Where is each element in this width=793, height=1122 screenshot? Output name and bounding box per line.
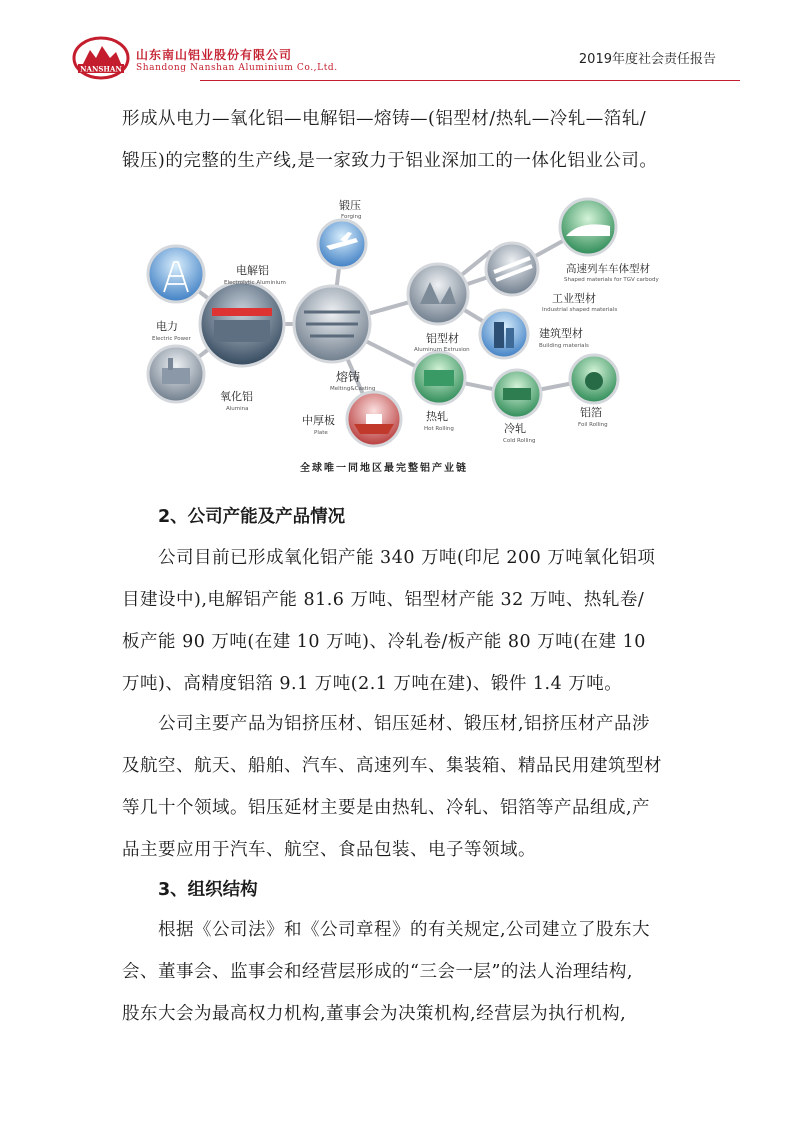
- cold-mill-icon: [503, 388, 531, 400]
- header-divider: [200, 80, 740, 81]
- intro-line-1: 形成从电力—氧化铝—电解铝—熔铸—(铝型材/热轧—冷轧—箔轧/: [122, 109, 647, 129]
- s3p1-line-2: 会、董事会、监事会和经营层形成的“三会一层”的法人治理结构,: [122, 962, 633, 982]
- s2p2-line-3: 等几十个领域。铝压延材主要是由热轧、冷轧、铝箔等产品组成,产: [122, 798, 651, 818]
- company-name-cn: 山东南山铝业股份有限公司: [136, 48, 293, 62]
- s2p2-line-2: 及航空、航天、船舶、汽车、高速列车、集装箱、精品民用建筑型材: [122, 756, 662, 776]
- label-foil-en: Foil Rolling: [578, 422, 608, 428]
- s3p1-line-1: 根据《公司法》和《公司章程》的有关规定,公司建立了股东大: [158, 920, 651, 940]
- node-alumina: [148, 346, 204, 402]
- s3p1-line-3: 股东大会为最高权力机构,董事会为决策机构,经营层为执行机构,: [122, 1004, 627, 1024]
- label-tgv-en: Shaped materials for TGV carbody: [564, 277, 659, 283]
- s2p1-line-1: 公司目前已形成氧化铝产能 340 万吨(印尼 200 万吨氧化铝项: [158, 548, 656, 568]
- s2p2-line-1: 公司主要产品为铝挤压材、铝压延材、锻压材,铝挤压材产品涉: [158, 714, 651, 734]
- label-electrolytic-en: Electrolytic Aluminium: [224, 280, 286, 286]
- section-3-paragraph-1: [122, 909, 672, 1035]
- crane-icon: [212, 308, 272, 316]
- label-forging-cn: 锻压: [339, 199, 361, 212]
- label-alumina-cn: 氧化铝: [220, 390, 253, 403]
- label-casting-cn: 熔铸: [336, 370, 361, 384]
- foil-coil-icon: [585, 372, 603, 390]
- page-header: [72, 36, 722, 84]
- s2p1-line-3: 板产能 90 万吨(在建 10 万吨)、冷轧卷/板产能 80 万吨(在建 10: [122, 632, 646, 652]
- label-industrial-cn: 工业型材: [552, 292, 596, 305]
- node-hot-rolling: [413, 352, 465, 404]
- s2p1-line-2: 目建设中),电解铝产能 81.6 万吨、铝型材产能 32 万吨、热轧卷/: [122, 590, 645, 610]
- node-industrial: [486, 243, 538, 295]
- label-tgv-cn: 高速列车车体型材: [566, 263, 650, 275]
- node-foil: [570, 355, 618, 403]
- company-name-en: Shandong Nanshan Aluminium Co.,Ltd.: [136, 63, 338, 73]
- s2p1-line-4: 万吨)、高精度铝箔 9.1 万吨(2.1 万吨在建)、锻件 1.4 万吨。: [122, 674, 623, 694]
- ship-icon: [354, 424, 394, 434]
- label-building-cn: 建筑型材: [539, 327, 583, 340]
- label-extrusion-cn: 铝型材: [426, 332, 459, 345]
- node-power: [148, 246, 204, 302]
- section-2-heading: 2、公司产能及产品情况: [158, 507, 346, 527]
- intro-line-2: 锻压)的完整的生产线,是一家致力于铝业深加工的一体化铝业公司。: [122, 151, 658, 171]
- diagram-caption: 全球唯一同地区最完整铝产业链: [300, 463, 468, 474]
- section-3-heading: 3、组织结构: [158, 880, 258, 900]
- logo-text: NANSHAN: [80, 64, 122, 74]
- label-plate-cn: 中厚板: [302, 414, 335, 427]
- label-plate-en: Plate: [314, 430, 328, 436]
- rolling-mill-icon: [424, 370, 454, 386]
- node-tgv: [560, 199, 616, 255]
- section-2-paragraph-2: [122, 703, 672, 871]
- node-plate: [347, 392, 401, 446]
- building-icon: [494, 322, 504, 348]
- label-foil-cn: 铝箔: [580, 406, 602, 419]
- section-2-paragraph-1: [122, 537, 672, 705]
- node-cold-rolling: [493, 370, 541, 418]
- label-industrial-en: Industrial shaped materials: [542, 307, 618, 313]
- report-title: 2019年度社会责任报告: [578, 52, 716, 67]
- s2p2-line-4: 品主要应用于汽车、航空、食品包装、电子等领域。: [122, 840, 536, 860]
- label-power-en: Electric Power: [152, 336, 191, 342]
- node-building: [480, 310, 528, 358]
- node-electrolytic: [200, 282, 284, 366]
- label-casting-en: Melting&Casting: [330, 386, 376, 392]
- node-casting: [294, 286, 370, 362]
- label-cold-rolling-en: Cold Rolling: [503, 438, 536, 444]
- label-alumina-en: Alumina: [226, 406, 249, 412]
- label-power-cn: 电力: [156, 320, 178, 333]
- node-extrusion: [408, 264, 468, 324]
- label-hot-rolling-cn: 热轧: [426, 410, 448, 423]
- factory-icon: [162, 368, 190, 384]
- label-extrusion-en: Aluminum Extrusion: [414, 347, 470, 353]
- label-cold-rolling-cn: 冷轧: [504, 422, 526, 435]
- node-forging: [318, 220, 366, 268]
- nanshan-logo: [72, 36, 130, 80]
- label-electrolytic-cn: 电解铝: [236, 264, 269, 277]
- intro-paragraph: [122, 98, 672, 182]
- label-forging-en: Forging: [341, 214, 362, 220]
- label-hot-rolling-en: Hot Rolling: [424, 426, 454, 432]
- industry-chain-diagram: [134, 192, 659, 482]
- label-building-en: Building materials: [539, 343, 589, 349]
